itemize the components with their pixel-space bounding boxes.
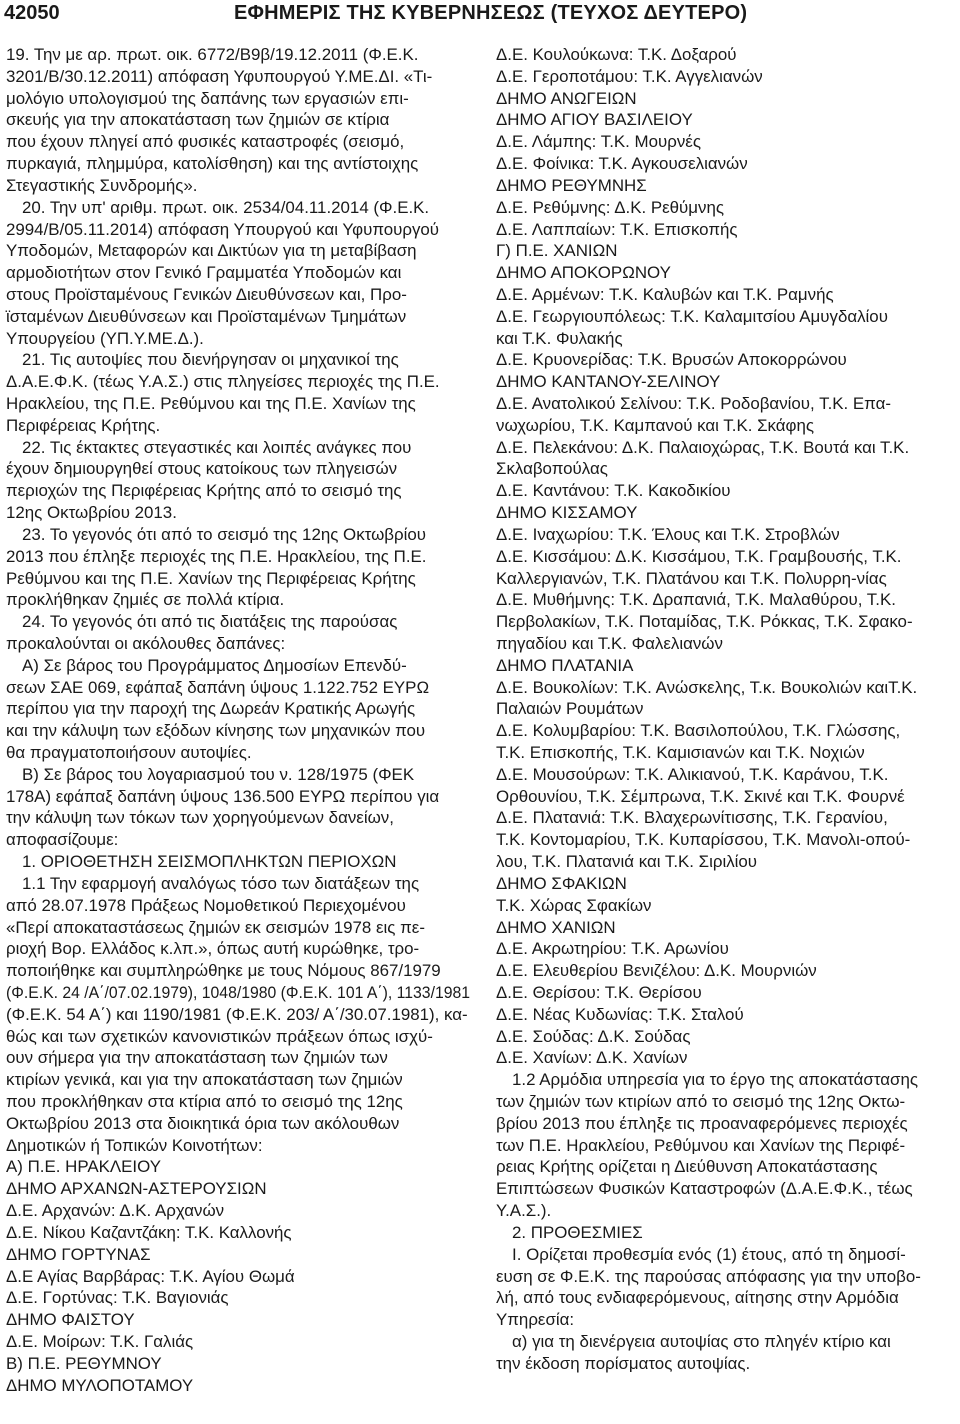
text-line: νωχωρίου, Τ.Κ. Καμπανού και Τ.Κ. Σκάφης (496, 415, 815, 435)
text-line: των Π.Ε. Ηρακλείου, Ρεθύμνου και Χανίων της Περιφέ- (496, 1135, 906, 1155)
text-line: Δ.Ε. Αρχανών: Δ.Κ. Αρχανών (6, 1201, 225, 1221)
text-line: των ζημιών των κτιρίων από το σεισμό της 12ης Οκτω- (496, 1092, 906, 1111)
text-line: Παλαιών Ρουμάτων (496, 699, 644, 719)
text-line: Δ.Ε. Φοίνικα: Τ.Κ. Αγκουσελιανών (496, 154, 748, 174)
text-line: Σκλαβοπούλας (496, 459, 608, 479)
text-line: (Φ.Ε.Κ. 24 /Α΄/07.02.1979), 1048/1980 (Φ.Ε.Κ. 101 Α΄), 1133/1981 (6, 982, 471, 1002)
text-line: Δ.Ε. Γεροποτάμου: Τ.Κ. Αγγελιανών (496, 66, 763, 86)
text-line: 24. Το γεγονός ότι από τις διατάξεις της παρούσας (22, 612, 398, 632)
text-line: 2013 που έπληξε περιοχές της Π.Ε. Ηρακλείου, της Π.Ε. (6, 546, 427, 566)
text-line: Καλλεργιανών, Τ.Κ. Πλατάνου και Τ.Κ. Πολυρρη-νίας (496, 568, 887, 588)
text-line: πυρκαγιά, πλημμύρα, κατολίσθηση) και της αντίστοιχης (6, 154, 419, 174)
text-line: Β) Π.Ε. ΡΕΘΥΜΝΟΥ (6, 1353, 162, 1373)
text-line: Περιφέρειας Κρήτης. (6, 415, 161, 435)
text-line: ΔΗΜΟ ΓΟΡΤΥΝΑΣ (6, 1244, 151, 1264)
text-line: Δ.Ε. Κισσάμου: Δ.Κ. Κισσάμου, Τ.Κ. Γραμβουσής, Τ.Κ. (496, 546, 902, 566)
text-line: αρμοδιοτήτων στον Γενικό Γραμματέα Υποδομών και (6, 263, 402, 283)
text-line: Δ.Ε. Μουσούρων: Τ.Κ. Αλικιανού, Τ.Κ. Καράνου, Τ.Κ. (496, 764, 889, 784)
right-column (496, 44, 956, 1375)
text-line: 1.2 Αρμόδια υπηρεσία για το έργο της αποκατάστασης (512, 1070, 919, 1090)
text-line: Δ.Ε. Γεωργιουπόλεως: Τ.Κ. Καλαμιτσίου Αμυγδαλίου (496, 306, 888, 326)
text-line: ρειας Κρήτης ορίζεται η Διεύθυνση Αποκατάστασης (496, 1157, 878, 1177)
text-line: ΔΗΜΟ ΡΕΘΥΜΝΗΣ (496, 175, 647, 195)
text-line: ποποιήθηκε και συμπληρώθηκε με τους Νόμους 867/1979 (6, 961, 441, 981)
text-line: ΔΗΜΟ ΑΠΟΚΟΡΩΝΟΥ (496, 263, 671, 283)
text-line: αποφασίζουμε: (6, 830, 119, 850)
text-line: Ι. Ορίζεται προθεσμία ενός (1) έτους, από τη δημοσί- (512, 1244, 906, 1264)
text-line: Δ.Ε. Σούδας: Δ.Κ. Σούδας (496, 1026, 691, 1046)
text-line: Δ.Ε. Χανίων: Δ.Κ. Χανίων (496, 1048, 688, 1068)
gazette-title: ΕΦΗΜΕΡΙΣ ΤΗΣ ΚΥΒΕΡΝΗΣΕΩΣ (ΤΕΥΧΟΣ ΔΕΥΤΕΡΟ) (234, 2, 748, 24)
text-line: ΔΗΜΟ ΑΡΧΑΝΩΝ-ΑΣΤΕΡΟΥΣΙΩΝ (6, 1179, 267, 1199)
text-line: 22. Τις έκτακτες στεγαστικές και λοιπές ανάγκες που (22, 437, 412, 457)
text-line: ΔΗΜΟ ΣΦΑΚΙΩΝ (496, 873, 627, 893)
text-line: Δ.Ε. Πελεκάνου: Δ.Κ. Παλαιοχώρας, Τ.Κ. Βουτά και Τ.Κ. (496, 437, 910, 457)
text-line: Υπουργείου (ΥΠ.Υ.ΜΕ.Δ.). (6, 328, 204, 348)
text-line: προκαλούνται οι ακόλουθες δαπάνες: (6, 633, 286, 653)
text-line: 1. ΟΡΙΟΘΕΤΗΣΗ ΣΕΙΣΜΟΠΛΗΚΤΩΝ ΠΕΡΙΟΧΩΝ (22, 852, 397, 872)
text-line: κτιρίων γενικά, και για την αποκατάσταση των ζημιών (6, 1070, 403, 1090)
text-line: ΔΗΜΟ ΑΓΙΟΥ ΒΑΣΙΛΕΙΟΥ (496, 110, 693, 130)
text-line: Β) Σε βάρος του λογαριασμού του ν. 128/1975 (ΦΕΚ (22, 764, 415, 784)
text-line: ουν σήμερα για την αποκατάσταση των ζημιών των (6, 1048, 388, 1068)
text-line: 2994/Β/05.11.2014) απόφαση Υπουργού και Υφυπουργού (6, 219, 440, 239)
text-line: Περβολακίων, Τ.Κ. Ποταμίδας, Τ.Κ. Ρόκκας, Τ.Κ. Σφακο- (496, 612, 913, 632)
text-line: (Φ.Ε.Κ. 54 Α΄) και 1190/1981 (Φ.Ε.Κ. 203/ Α΄/30.07.1981), κα- (6, 1004, 468, 1024)
text-line: ΔΗΜΟ ΜΥΛΟΠΟΤΑΜΟΥ (6, 1375, 194, 1395)
text-line: Δ.Ε. Καντάνου: Τ.Κ. Κακοδικίου (496, 481, 731, 501)
left-column (6, 44, 470, 1396)
text-line: Δ.Ε. Κουλούκωνα: Τ.Κ. Δοξαρού (496, 45, 737, 64)
text-line: ριοχή Βορ. Ελλάδος κ.λπ.», όπως αυτή κυρώθηκε, τρο- (6, 939, 420, 959)
text-line: «Περί αποκαταστάσεως ζημιών εκ σεισμών 1978 εις πε- (6, 917, 425, 937)
text-line: ευση σε Φ.Ε.Κ. της παρούσας απόφασης για την υποβο- (496, 1266, 921, 1286)
text-line: Δ.Ε. Λαππαίων: Τ.Κ. Επισκοπής (496, 219, 738, 239)
text-line: ΔΗΜΟ ΚΙΣΣΑΜΟΥ (496, 503, 638, 523)
text-line: Δ.Ε. Βουκολίων: Τ.Κ. Ανώσκελης, Τ.κ. Βουκολιών καιΤ.Κ. (496, 677, 918, 697)
text-line: σεων ΣΑΕ 069, εφάπαξ δαπάνη ύψους 1.122.752 ΕΥΡΩ (6, 677, 430, 697)
text-line: ΔΗΜΟ ΧΑΝΙΩΝ (496, 917, 616, 937)
text-line: Δ.Ε. Πλατανιά: Τ.Κ. Βλαχερωνίτισσης, Τ.Κ. Γερανίου, (496, 808, 888, 828)
text-line: και Τ.Κ. Φυλακής (496, 328, 623, 348)
text-line: Τ.Κ. Χώρας Σφακίων (496, 895, 652, 915)
text-line: Δ.Ε Αγίας Βαρβάρας: Τ.Κ. Αγίου Θωμά (6, 1266, 295, 1286)
text-line: Δ.Ε. Ελευθερίου Βενιζέλου: Δ.Κ. Μουρνιών (496, 961, 817, 981)
text-line: Δ.Ε. Γορτύνας: Τ.Κ. Βαγιονιάς (6, 1288, 229, 1308)
text-line: 3201/Β/30.12.2011) απόφαση Υφυπουργού Υ.ΜΕ.ΔΙ. «Τι- (6, 66, 433, 86)
text-line: Δ.Ε. Ακρωτηρίου: Τ.Κ. Αρωνίου (496, 939, 729, 959)
text-line: Δ.Ε. Κρυονερίδας: Τ.Κ. Βρυσών Αποκορρώνου (496, 350, 847, 370)
text-line: α) για τη διενέργεια αυτοψίας στο πληγέν κτίριο και (512, 1331, 891, 1351)
text-line: 19. Την με αρ. πρωτ. οικ. 6772/Β9β/19.12.2011 (Φ.Ε.Κ. (6, 45, 419, 64)
page-number: 42050 (4, 2, 60, 24)
text-line: από 28.07.1978 Πράξεως Νομοθετικού Περιεχομένου (6, 895, 406, 915)
text-line: Τ.Κ. Επισκοπής, Τ.Κ. Καμισιανών και Τ.Κ. Νοχιών (496, 743, 865, 762)
text-line: στους Προϊσταμένους Γενικών Διευθύνσεων και, Προ- (6, 284, 407, 304)
text-line: Δ.Ε. Αρμένων: Τ.Κ. Καλυβών και Τ.Κ. Ραμνής (496, 284, 834, 304)
text-line: σκευής για την αποκατάσταση των ζημιών σε κτίρια (6, 110, 390, 130)
text-line: 21. Τις αυτοψίες που διενήργησαν οι μηχανικοί της (22, 350, 399, 370)
text-line: Στεγαστικής Συνδρομής». (6, 175, 198, 195)
text-line: 20. Την υπ' αριθμ. πρωτ. οικ. 2534/04.11.2014 (Φ.Ε.Κ. (22, 197, 430, 217)
text-line: Επιπτώσεων Φυσικών Καταστροφών (Δ.Α.Ε.Φ.Κ., τέως (496, 1179, 913, 1199)
text-line: έχουν δημιουργηθεί στους κατοίκους των πληγεισών (6, 459, 398, 479)
text-line: που έχουν πληγεί από φυσικές καταστροφές (σεισμό, (6, 132, 405, 152)
text-line: Οκτωβρίου 2013 στα διοικητικά όρια των ακόλουθων (6, 1113, 400, 1133)
text-line: Α) Π.Ε. ΗΡΑΚΛΕΙΟΥ (6, 1157, 161, 1177)
text-line: Ορθουνίου, Τ.Κ. Σέμπρωνα, Τ.Κ. Σκινέ και Τ.Κ. Φουρνέ (496, 786, 905, 806)
text-line: Δημοτικών ή Τοπικών Κοινοτήτων: (6, 1135, 263, 1155)
text-line: Υ.Α.Σ.). (496, 1201, 552, 1221)
text-line: ΔΗΜΟ ΠΛΑΤΑΝΙΑ (496, 655, 634, 675)
text-line: ΔΗΜΟ ΚΑΝΤΑΝΟΥ-ΣΕΛΙΝΟΥ (496, 372, 721, 392)
text-line: Δ.Ε. Κολυμβαρίου: Τ.Κ. Βασιλοπούλου, Τ.Κ. Γλώσσης, (496, 721, 901, 741)
text-line: Δ.Ε. Μυθήμνης: Τ.Κ. Δραπανιά, Τ.Κ. Μαλαθύρου, Τ.Κ. (496, 590, 896, 610)
text-line: Α) Σε βάρος του Προγράμματος Δημοσίων Επενδύ- (22, 655, 407, 675)
text-line: θα πραγματοποιήσουν αυτοψίες. (6, 743, 252, 762)
text-line: Υποδομών, Μεταφορών και Δικτύων για τη μεταβίβαση (6, 241, 417, 261)
page-header (0, 0, 960, 30)
text-line: περιοχών της Περιφέρειας Κρήτης από το σεισμό της (6, 481, 402, 501)
text-line: 23. Το γεγονός ότι από το σεισμό της 12ης Οκτωβρίου (22, 524, 426, 544)
text-line: Γ) Π.Ε. ΧΑΝΙΩΝ (496, 241, 618, 261)
text-line: Δ.Ε. Λάμπης: Τ.Κ. Μουρνές (496, 132, 701, 152)
text-line: Υπηρεσία: (496, 1310, 575, 1330)
text-line: την έκδοση πορίσματος αυτοψίας. (496, 1353, 751, 1373)
text-line: Δ.Ε. Θερίσου: Τ.Κ. Θερίσου (496, 982, 702, 1002)
text-line: 1.1 Την εφαρμογή αναλόγως τόσο των διατάξεων της (22, 873, 420, 893)
text-line: Δ.Α.Ε.Φ.Κ. (τέως Υ.Α.Σ.) στις πληγείσες περιοχές της Π.Ε. (6, 372, 440, 392)
text-line: προκλήθηκαν ζημιές σε πολλά κτίρια. (6, 590, 285, 610)
text-line: ΔΗΜΟ ΦΑΙΣΤΟΥ (6, 1310, 135, 1330)
text-line: Δ.Ε. Ανατολικού Σελίνου: Τ.Κ. Ροδοβανίου, Τ.Κ. Επα- (496, 394, 891, 413)
text-line: μολόγιο υπολογισμού της δαπάνης των εργασιών επι- (6, 88, 409, 108)
text-line: Δ.Ε. Νέας Κυδωνίας: Τ.Κ. Σταλού (496, 1004, 744, 1024)
text-line: λή, από τους ενδιαφερόμενους, αίτησης στην Αρμόδια (496, 1288, 899, 1308)
text-line: Ρεθύμνου και της Π.Ε. Χανίων της Περιφέρειας Κρήτης (6, 568, 416, 588)
text-line: βρίου 2013 που έπληξε τις προαναφερόμενες περιοχές (496, 1113, 908, 1133)
text-line: Ηρακλείου, της Π.Ε. Ρεθύμνου και της Π.Ε. Χανίων της (6, 394, 416, 413)
text-line: Δ.Ε. Νίκου Καζαντζάκη: Τ.Κ. Καλλονής (6, 1222, 292, 1242)
text-line: περίπου για την παροχή της Δωρεάν Κρατικής Αρωγής (6, 699, 416, 719)
text-line: ϊσταμένων Διευθύνσεων και Προϊσταμένων Τμημάτων (6, 306, 407, 326)
text-line: λου, Τ.Κ. Πλατανιά και Τ.Κ. Σιριλίου (496, 852, 758, 872)
text-line: Δ.Ε. Ιναχωρίου: Τ.Κ. Έλους και Τ.Κ. Στροβλών (496, 524, 840, 544)
text-line: ΔΗΜΟ ΑΝΩΓΕΙΩΝ (496, 88, 637, 108)
text-line: 178Α) εφάπαξ δαπάνη ύψους 136.500 ΕΥΡΩ περίπου για (6, 786, 440, 806)
text-line: θώς και των σχετικών κανονιστικών πράξεων όπως ισχύ- (6, 1026, 433, 1046)
text-line: πηγαδίου και Τ.Κ. Φαλελιανών (496, 633, 723, 653)
text-line: 2. ΠΡΟΘΕΣΜΙΕΣ (512, 1222, 643, 1242)
text-line: Δ.Ε. Ρεθύμνης: Δ.Κ. Ρεθύμνης (496, 197, 724, 217)
text-line: την κάλυψη των τόκων των χορηγούμενων δανείων, (6, 808, 394, 828)
text-line: και την κάλυψη των εξόδων κίνησης των μηχανικών που (6, 721, 426, 741)
text-line: Τ.Κ. Κοντομαρίου, Τ.Κ. Κυπαρίσσου, Τ.Κ. Μανολι-οπού- (496, 830, 911, 850)
text-line: 12ης Οκτωβρίου 2013. (6, 503, 177, 523)
text-line: που προκλήθηκαν στα κτίρια από το σεισμό της 12ης (6, 1092, 403, 1111)
text-line: Δ.Ε. Μοίρων: Τ.Κ. Γαλιάς (6, 1331, 194, 1351)
